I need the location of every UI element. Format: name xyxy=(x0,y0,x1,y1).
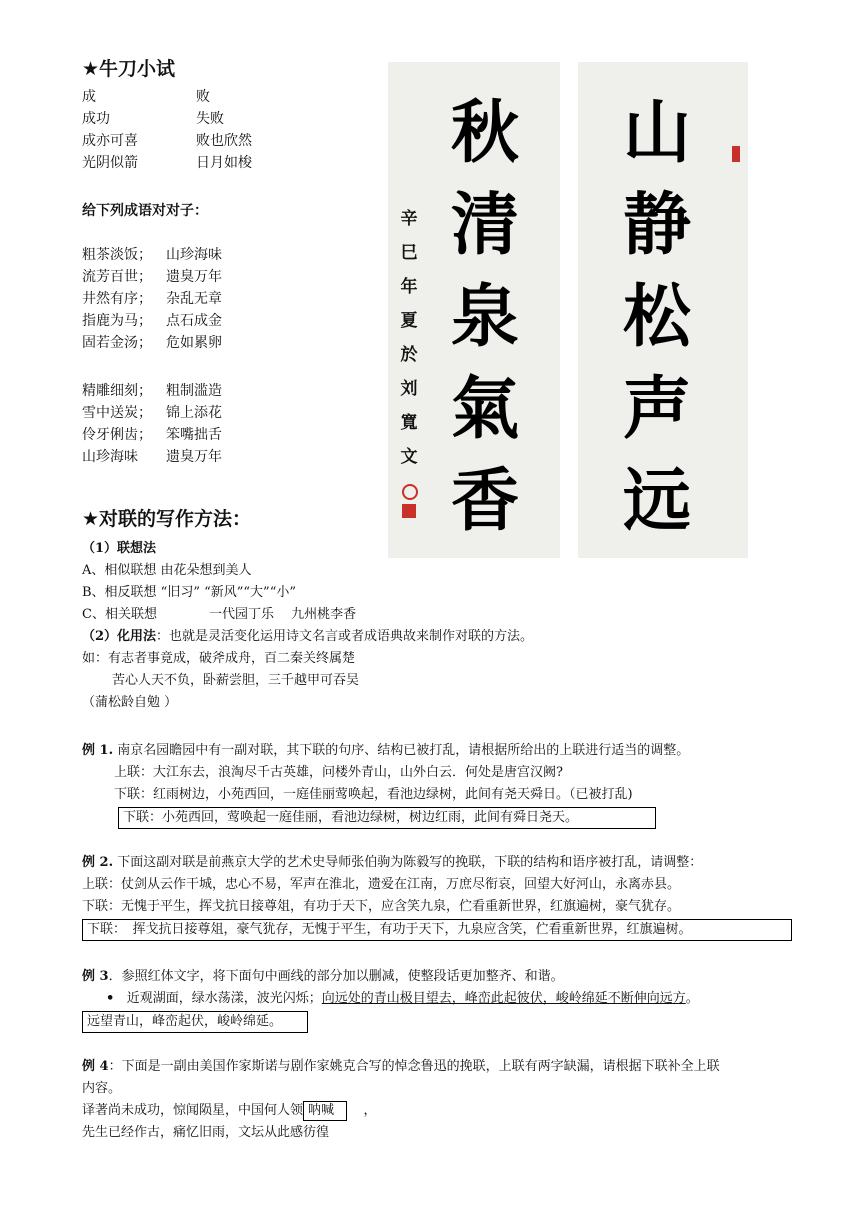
inscription-char: 文 xyxy=(400,447,418,467)
example-label: 例 4 xyxy=(82,1059,109,1074)
idiom-left: 指鹿为马； xyxy=(82,313,152,329)
answer-box: 下联： 挥戈抗日接尊俎，豪气犹存，无愧于平生，有功于天下，九泉应含笑，伫看重新世界，红旗遍树。 xyxy=(82,919,792,941)
example-intro: ．参照红体文字，将下面句中画线的部分加以删减，使整段话更加整齐、和谐。 xyxy=(108,969,564,984)
example-intro-cont: 内容。 xyxy=(82,1081,122,1096)
example-2 xyxy=(82,852,792,941)
idiom-right: 遗臭万年 xyxy=(166,449,222,465)
inscription-char: 年 xyxy=(400,277,418,297)
method2-desc: ：也就是灵活变化运用诗文名言或者成语典故来制作对联的方法。 xyxy=(156,629,534,644)
lower-couplet: 下联：红雨树边，小苑西回，一庭佳丽莺唤起，看池边绿树，此间有尧天舜日。（已被打乱) xyxy=(114,787,633,802)
pair-right: 日月如梭 xyxy=(196,155,252,171)
answer-box: 下联：小苑西回，莺唤起一庭佳丽，看池边绿树，树边红雨，此间有舜日尧天。 xyxy=(118,807,656,829)
upper-couplet: 上联：仗剑从云作干城，忠心不易，军声在淮北，遗爱在江南，万庶尽衔哀，回望大好河山，永离赤县。 xyxy=(82,877,681,892)
callig-char: 泉 xyxy=(450,277,519,357)
method2-example: 如：有志者事竟成，破斧成舟，百二秦关终属楚 xyxy=(82,651,356,666)
section-title-methods: ★对联的写作方法： xyxy=(82,508,252,530)
pair-left: 成功 xyxy=(82,111,110,127)
idiom-right: 锦上添花 xyxy=(166,405,222,421)
round-seal-icon xyxy=(402,484,418,500)
callig-char: 秋 xyxy=(450,93,519,173)
punctuation: ， xyxy=(363,1103,377,1118)
inscription-char: 辛 xyxy=(400,209,418,229)
bullet: • xyxy=(106,991,115,1006)
example-4 xyxy=(82,1056,720,1144)
example-label: 例 1. xyxy=(82,743,114,758)
lower-couplet: 先生已经作古，痛忆旧雨，文坛从此感彷徨 xyxy=(82,1125,330,1140)
pair-left: 成亦可喜 xyxy=(82,133,138,149)
sentence-end: 。 xyxy=(685,991,699,1006)
idiom-right: 危如累卵 xyxy=(166,335,222,351)
idiom-left: 山珍海味 xyxy=(82,449,138,465)
word-pairs xyxy=(82,86,252,174)
pair-right: 败 xyxy=(196,89,210,105)
method2-title: （2）化用法 xyxy=(82,629,157,644)
idiom-left: 伶牙俐齿； xyxy=(82,427,152,443)
method2-example: 苦心人天不负，卧薪尝胆，三千越甲可吞吴 xyxy=(112,673,360,688)
sentence-underlined: 向远处的青山极目望去，峰峦此起彼伏，峻岭绵延不断伸向远方 xyxy=(321,991,686,1006)
method2-source: （蒲松龄自勉 ） xyxy=(82,695,178,710)
inscription-char: 於 xyxy=(400,345,418,365)
callig-char: 声 xyxy=(622,369,691,449)
idiom-right: 笨嘴拙舌 xyxy=(166,427,222,443)
idiom-right: 山珍海味 xyxy=(166,247,222,263)
example-intro: ：下面是一副由美国作家斯诺与剧作家姚克合写的悼念鲁迅的挽联，上联有两字缺漏，请根据下联补全上联 xyxy=(108,1059,720,1074)
idiom-right: 杂乱无章 xyxy=(166,291,222,307)
idiom-right: 点石成金 xyxy=(166,313,222,329)
example-intro: 南京名园瞻园中有一副对联，其下联的句序、结构已被打乱，请根据所给出的上联进行适当的调整。 xyxy=(117,743,690,758)
idiom-right: 粗制滥造 xyxy=(166,383,222,399)
calligraphy-image xyxy=(388,62,760,558)
callig-char: 远 xyxy=(622,461,691,541)
example-label: 例 3 xyxy=(82,969,109,984)
section-title-practice: ★牛刀小试 xyxy=(82,58,176,80)
right-scroll xyxy=(578,62,748,558)
example-3 xyxy=(82,966,699,1033)
upper-couplet: 译著尚未成功，惊闻陨星，中国何人领 xyxy=(82,1103,304,1118)
idiom-right: 遗臭万年 xyxy=(166,269,222,285)
method1-line: A、相似联想 由花朵想到美人 xyxy=(82,563,252,578)
example-1 xyxy=(82,740,689,829)
pair-right: 败也欣然 xyxy=(196,133,252,149)
method1-title: （1）联想法 xyxy=(82,541,157,556)
idiom-left: 精雕细刻； xyxy=(82,383,152,399)
answer-box: 呐喊 xyxy=(303,1101,347,1121)
idiom-left: 固若金汤； xyxy=(82,335,152,351)
left-scroll xyxy=(388,62,560,558)
callig-char: 松 xyxy=(622,277,691,357)
idiom-left: 雪中送炭； xyxy=(82,405,152,421)
callig-char: 香 xyxy=(450,461,519,541)
method1-line: B、相反联想 “旧习” “新风”“大”“小” xyxy=(82,585,296,600)
callig-char: 静 xyxy=(622,185,691,265)
pair-left: 成 xyxy=(82,89,96,105)
idiom-left: 流芳百世； xyxy=(82,269,152,285)
pair-right: 失败 xyxy=(196,111,224,127)
callig-char: 清 xyxy=(450,185,519,265)
method1-line: C、相关联想 一代园丁乐 九州桃李香 xyxy=(82,607,357,622)
methods-block xyxy=(82,538,533,714)
inscription-char: 寬 xyxy=(400,413,418,433)
inscription-char: 巳 xyxy=(400,243,418,263)
sentence-plain: 近观湖面，绿水荡漾，波光闪烁； xyxy=(126,991,322,1006)
pair-left: 光阴似箭 xyxy=(82,155,138,171)
example-label: 例 2. xyxy=(82,855,114,870)
callig-char: 氣 xyxy=(450,369,519,449)
idiom-list-a xyxy=(82,244,222,354)
upper-couplet: 上联：大江东去，浪淘尽千古英雄，问楼外青山，山外白云．何处是唐宫汉阙? xyxy=(114,765,563,780)
idiom-left: 粗茶淡饭； xyxy=(82,247,152,263)
idiom-prompt: 给下列成语对对子： xyxy=(82,203,208,219)
inscription-char: 夏 xyxy=(400,311,418,331)
inscription xyxy=(398,202,420,474)
square-seal-icon xyxy=(402,504,416,518)
example-intro: 下面这副对联是前燕京大学的艺术史导师张伯驹为陈毅写的挽联，下联的结构和语序被打乱，请调整： xyxy=(117,855,703,870)
answer-box: 远望青山，峰峦起伏，峻岭绵延。 xyxy=(82,1011,308,1033)
seal-icon xyxy=(732,146,740,162)
inscription-char: 刘 xyxy=(400,379,418,399)
idiom-list-b xyxy=(82,380,222,468)
callig-char: 山 xyxy=(622,93,691,173)
lower-couplet: 下联：无愧于平生，挥戈抗日接尊俎，有功于天下，应含笑九泉，伫看重新世界，红旗遍树，豪气犹存。 xyxy=(82,899,681,914)
idiom-left: 井然有序； xyxy=(82,291,152,307)
